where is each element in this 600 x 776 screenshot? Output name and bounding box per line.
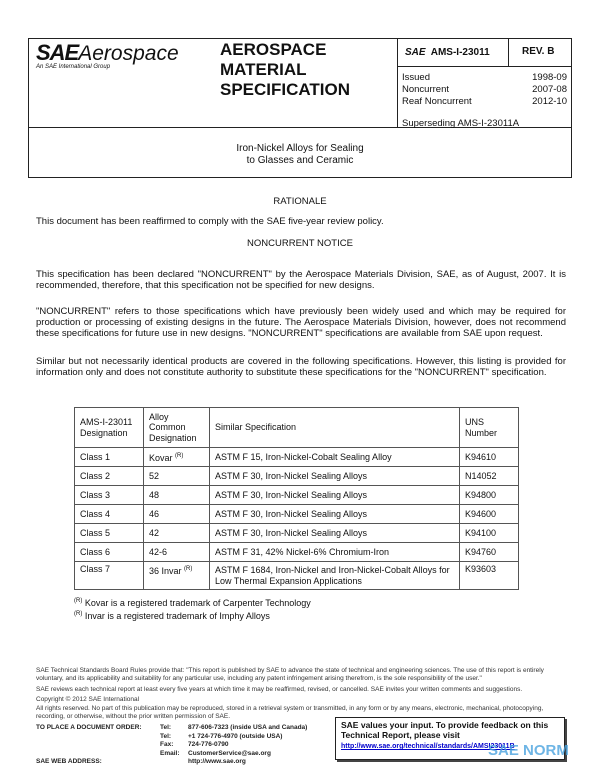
cell: ASTM F 30, Iron-Nickel Sealing Alloys (210, 486, 460, 505)
footnote-text: Invar is a registered trademark of Imphy Alloys (84, 611, 270, 621)
logo-aerospace: Aerospace (78, 42, 179, 65)
cell: Class 4 (75, 505, 144, 524)
cell: K94610 (460, 448, 519, 467)
table-row (75, 524, 519, 543)
divider (397, 38, 398, 127)
title-line: AEROSPACE (220, 40, 327, 59)
divider (397, 66, 572, 67)
cell: ASTM F 1684, Iron-Nickel and Iron-Nickel-Cobalt Alloys for Low Thermal Expansion Applications (210, 562, 460, 590)
cell: 42 (144, 524, 210, 543)
contact-label: Tel: (160, 732, 172, 740)
registered-mark: (R) (184, 566, 193, 572)
registered-mark: (R) (175, 452, 184, 459)
similar-specifications-table (74, 407, 519, 590)
revision: REV. B (522, 46, 555, 57)
cell: K93603 (460, 562, 519, 590)
cell: Class 5 (75, 524, 144, 543)
rationale-text: This document has been reaffirmed to comply with the SAE five-year review policy. (36, 216, 384, 227)
sae-aerospace-logo (36, 40, 179, 70)
cell: ASTM F 30, Iron-Nickel Sealing Alloys (210, 505, 460, 524)
fine-print: SAE Technical Standards Board Rules provide that: "This report is published by SAE to advance the state of technical and engineering sciences. The use of this report is entirely voluntary, and its applicability and suitability for any particular use, including any patent infringement arising therefrom, is the sole responsibility of the user." (36, 667, 544, 682)
table-row (75, 505, 519, 524)
alloy: Kovar (149, 452, 173, 463)
cell: ASTM F 15, Iron-Nickel-Cobalt Sealing Alloy (210, 448, 460, 467)
doc-number: AMS-I-23011 (430, 47, 490, 58)
paragraph: "NONCURRENT" refers to those specifications which have previously been widely used and which may be required for production or processing of existing designs in the future. The Aerospace Materials Division, however, does not recommend these specifications for future use in new designs. "NONCURRENT" specifications are available from SAE upon request. (36, 306, 566, 339)
feedback-text: SAE values your input. To provide feedback on this Technical Report, please visit (341, 720, 549, 740)
document-number (405, 47, 490, 58)
order-label: TO PLACE A DOCUMENT ORDER: (36, 724, 142, 731)
divider (508, 38, 509, 66)
header-cell: Alloy Common Designation (144, 408, 210, 448)
cell (144, 448, 210, 467)
cell: K94100 (460, 524, 519, 543)
paragraph: Similar but not necessarily identical products are covered in the following specifications. However, this listing is provided for information only and does not constitute authority to substitute these specifications for the "NONCURRENT" specification. (36, 356, 566, 378)
fine-print: All rights reserved. No part of this publication may be reproduced, stored in a retrieval system or transmitted, in any form or by any means, electronic, mechanical, photocopying, recording, or otherwise, without the prior written permission of SAE. (36, 705, 544, 720)
date-label: Issued (402, 72, 430, 83)
cell: K94800 (460, 486, 519, 505)
header-cell: Similar Specification (210, 408, 460, 448)
order-contacts (160, 724, 307, 767)
cell: ASTM F 30, Iron-Nickel Sealing Alloys (210, 524, 460, 543)
logo-group: An SAE International Group (36, 64, 111, 70)
fine-print: SAE reviews each technical report at least every five years at which time it may be reaffirmed, revised, or cancelled. SAE invites your written comments and suggestions. (36, 686, 523, 693)
header-cell: AMS-I-23011 Designation (75, 408, 144, 448)
contact-value: 724-776-0790 (188, 741, 229, 748)
document-type-title (220, 40, 350, 100)
date-label: Noncurrent (402, 84, 449, 95)
registered-mark: (R) (74, 611, 83, 617)
fine-print: Copyright © 2012 SAE International (36, 696, 140, 703)
contact-value: +1 724-776-4970 (outside USA) (188, 732, 283, 740)
watermark: SAE NORM (488, 742, 569, 759)
registered-mark: (R) (74, 598, 83, 604)
cell: ASTM F 30, Iron-Nickel Sealing Alloys (210, 467, 460, 486)
date-value: 2007-08 (532, 84, 567, 95)
cell: Class 3 (75, 486, 144, 505)
email-link[interactable]: CustomerService@sae.org (188, 749, 271, 757)
contact-label: Tel: (160, 724, 172, 731)
header-cell: UNS Number (460, 408, 519, 448)
cell (144, 562, 210, 590)
table-row (75, 486, 519, 505)
contact-value: 877-606-7323 (inside USA and Canada) (188, 724, 308, 731)
cell: 52 (144, 467, 210, 486)
rationale-heading: RATIONALE (273, 196, 327, 207)
table-row (75, 467, 519, 486)
cell: Class 1 (75, 448, 144, 467)
table-row (75, 448, 519, 467)
date-value: 2012-10 (532, 96, 567, 107)
superseding: Superseding AMS-I-23011A (402, 118, 520, 129)
paragraph: This specification has been declared "NONCURRENT" by the Aerospace Materials Division, SAE, as of August, 2007. It is recommended, therefore, that this specification not be specified for new designs. (36, 269, 566, 291)
table-row (75, 562, 519, 590)
cell: Class 2 (75, 467, 144, 486)
subject-line: Iron-Nickel Alloys for Sealing (236, 143, 364, 154)
footnote-text: Kovar is a registered trademark of Carpenter Technology (84, 598, 311, 608)
table-header (75, 408, 519, 448)
footnote (74, 611, 270, 621)
cell: K94600 (460, 505, 519, 524)
cell: N14052 (460, 467, 519, 486)
date-value: 1998-09 (532, 72, 567, 83)
contact-label: Email: (160, 749, 180, 757)
cell: Class 6 (75, 543, 144, 562)
title-line: SPECIFICATION (220, 80, 351, 99)
title-line: MATERIAL (220, 60, 307, 79)
sae-mark-icon: SAE (405, 47, 426, 58)
footnote (74, 598, 311, 608)
table-row (75, 543, 519, 562)
logo-sae: SAE (36, 40, 79, 65)
cell: 42-6 (144, 543, 210, 562)
subject (28, 143, 572, 167)
dates (402, 72, 567, 108)
web-link[interactable]: http://www.sae.org (188, 758, 246, 765)
cell: Class 7 (75, 562, 144, 590)
cell: 48 (144, 486, 210, 505)
alloy: 36 Invar (149, 566, 182, 576)
date-label: Reaf Noncurrent (402, 96, 472, 107)
feedback-link[interactable]: http://www.sae.org/technical/standards/AMSI23011B (341, 743, 515, 750)
contact-label: Fax: (160, 741, 174, 748)
cell: 46 (144, 505, 210, 524)
web-address-label: SAE WEB ADDRESS: (36, 758, 102, 765)
notice-heading: NONCURRENT NOTICE (247, 238, 353, 249)
cell: K94760 (460, 543, 519, 562)
subject-line: to Glasses and Ceramic (246, 155, 354, 166)
cell: ASTM F 31, 42% Nickel-6% Chromium-Iron (210, 543, 460, 562)
